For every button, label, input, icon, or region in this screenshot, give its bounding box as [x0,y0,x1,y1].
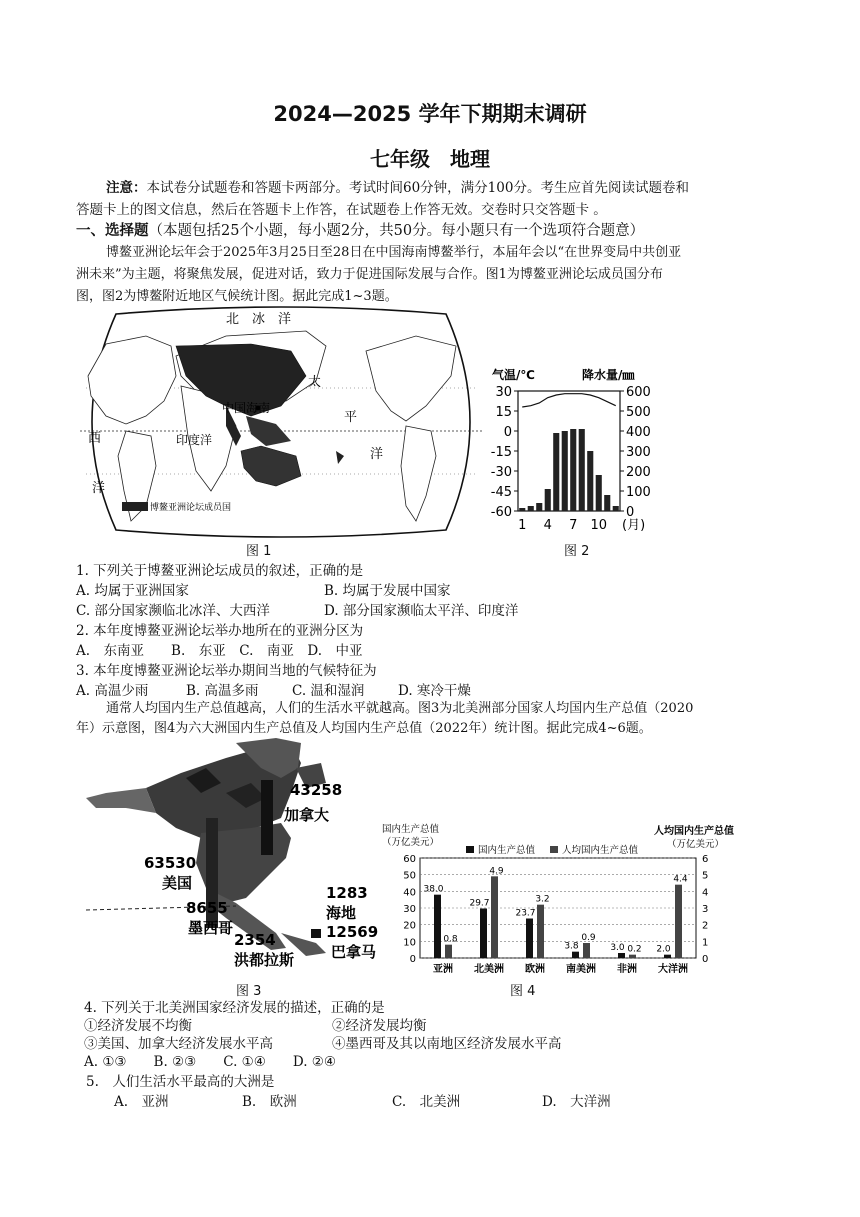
fig2-precip-tick: 0 [626,505,635,520]
fig3-label-canada: 加拿大 [284,806,330,824]
fig2-precip-tick: 100 [626,485,651,500]
q3-option-a: A. 高温少雨 [76,683,149,699]
fig2-temp-tick: -45 [490,485,512,500]
fig4-right-tick: 0 [702,954,709,965]
fig3-bar-panama [311,929,321,938]
map-label-pacific-2: 平 [344,410,358,425]
fig4-gdp-label: 23.7 [515,908,536,919]
fig2-precip-bar [596,475,602,511]
fig4-legend-pc-swatch [550,846,558,853]
fig3-label-mexico: 墨西哥 [188,919,234,937]
q2-options: A. 东南亚 B. 东亚 C. 南亚 D. 中亚 [76,643,363,659]
q4-statement-1: ①经济发展不均衡 [84,1018,192,1034]
fig4-gdp-bar [480,909,487,959]
q3-option-d: D. 寒冷干燥 [398,683,471,699]
fig3-bar-canada [261,780,273,855]
fig4-legend-gdp: 国内生产总值 [478,845,536,856]
fig4-right-axis-title-1: 人均国内生产总值 [654,826,734,837]
fig2-precip-bar [570,429,576,511]
q5-stem: 5. 人们生活水平最高的大洲是 [86,1074,275,1090]
fig3-value-panama: 12569 [326,923,379,941]
fig4-pc-bar [629,955,636,958]
fig2-precip-bar [562,431,568,511]
fig4-gdp-bar [572,952,579,958]
q5-option-c: C. 北美洲 [392,1094,461,1110]
map-label-hainan: 中国海南 [222,401,271,415]
fig2-precip-bar [613,506,619,511]
figure4-gdp-chart [382,820,772,976]
q4-stem: 4. 下列关于北美洲国家经济发展的描述，正确的是 [84,1000,385,1016]
fig3-label-panama: 巴拿马 [331,943,377,961]
fig2-temp-tick: 30 [495,385,512,400]
passage2-line1: 通常人均国内生产总值越高，人们的生活水平就越高。图3为北美洲部分国家人均国内生产总值（2020 [106,701,694,716]
fig4-left-tick: 60 [403,854,416,865]
passage1-line3: 图，图2为博鳌附近地区气候统计图。据此完成1~3题。 [76,289,398,304]
notice-line2: 答题卡上的图文信息，然后在答题卡上作答，在试题卷上作答无效。交卷时只交答题卡 。 [76,202,607,218]
fig2-precip-bar [587,451,593,511]
fig2-precip-tick: 500 [626,405,651,420]
fig4-category-label: 南美洲 [566,964,596,975]
fig4-legend-pc: 人均国内生产总值 [562,845,639,856]
q4-options: A. ①③ B. ②③ C. ①④ D. ②④ [84,1054,337,1070]
map-label-arctic: 北 冰 洋 [226,312,292,327]
q1-option-c: C. 部分国家濒临北冰洋、大西洋 [76,603,270,619]
figure1-world-map [76,306,486,538]
map-label-pacific-1: 太 [308,375,322,390]
fig4-right-axis-title-2: （万亿美元） [667,839,725,850]
fig4-left-tick: 20 [403,920,416,932]
fig3-label-haiti: 海地 [326,904,357,922]
fig2-temp-tick: 0 [503,425,512,440]
fig4-gdp-bar [526,919,533,959]
map-label-atlantic-1: 西 [88,431,102,446]
fig4-gdp-label: 3.8 [564,941,579,952]
map-label-pacific-3: 洋 [370,447,384,462]
fig2-precip-bar [536,503,542,511]
fig2-precip-tick: 600 [626,385,651,400]
passage1-line1: 博鳌亚洲论坛年会于2025年3月25日至28日在中国海南博鳌举行，本届年会以“在世界变局中共创亚 [106,245,682,260]
q5-option-d: D. 大洋洲 [542,1094,611,1110]
page-subtitle: 七年级 地理 [370,147,490,171]
fig2-precip-bar [579,429,585,511]
fig2-precip-tick: 300 [626,445,651,460]
figure2-climate-chart [490,362,660,537]
fig4-left-axis-title-2: （万亿美元） [382,837,440,848]
fig3-value-usa: 63530 [144,854,197,872]
fig2-precip-axis-title: 降水量/㎜ [582,368,635,382]
figure2-caption: 图 2 [564,544,590,559]
fig2-precip-bar [604,495,610,511]
fig4-pc-label: 0.9 [581,933,596,943]
q1-stem: 1. 下列关于博鳌亚洲论坛成员的叙述，正确的是 [76,563,364,579]
fig4-left-tick: 40 [403,887,416,899]
q1-option-d: D. 部分国家濒临太平洋、印度洋 [324,603,519,619]
fig4-pc-bar [491,876,498,958]
fig4-gdp-bar [434,895,441,958]
passage2-line2: 年）示意图，图4为六大洲国内生产总值及人均国内生产总值（2022年）统计图。据此完成4~6题。 [76,721,652,736]
fig2-precip-tick: 400 [626,425,651,440]
q2-stem: 2. 本年度博鳌亚洲论坛举办地所在的亚洲分区为 [76,623,364,639]
fig2-precip-bar [545,489,551,511]
section-heading: 一、选择题（本题包括25个小题，每小题2分，共50分。每小题只有一个选项符合题意） [76,223,645,239]
fig4-left-tick: 50 [403,870,416,882]
page-title: 2024—2025 学年下期期末调研 [273,102,587,126]
fig4-gdp-label: 29.7 [469,898,490,909]
fig4-right-tick: 6 [702,854,709,865]
map-label-atlantic-2: 洋 [92,481,106,496]
q4-statement-4: ④墨西哥及其以南地区经济发展水平高 [332,1036,562,1052]
fig2-month-tick: 1 [518,518,527,533]
figure3-caption: 图 3 [236,984,262,999]
q3-option-b: B. 高温多雨 [186,683,259,699]
fig4-gdp-label: 2.0 [656,944,671,955]
fig2-temperature-line [522,394,616,407]
figure4-caption: 图 4 [510,984,536,999]
fig2-temp-tick: 15 [495,405,512,420]
fig2-month-unit: (月) [622,518,646,533]
fig4-gdp-label: 38.0 [423,884,444,895]
map-legend-swatch [122,502,148,511]
fig4-pc-label: 4.4 [673,874,688,885]
fig4-right-tick: 2 [702,920,709,932]
map-legend-label: 博鳌亚洲论坛成员国 [150,503,232,513]
fig2-precip-bar [528,506,534,511]
fig3-value-haiti: 1283 [326,884,368,902]
fig2-month-tick: 4 [543,518,552,533]
fig3-value-honduras: 2354 [234,931,276,949]
fig3-label-honduras: 洪都拉斯 [234,951,295,969]
q5-option-a: A. 亚洲 [114,1094,169,1110]
fig4-category-label: 北美洲 [474,964,504,975]
fig2-precip-tick: 200 [626,465,651,480]
fig4-category-label: 非洲 [617,964,637,975]
q4-statement-2: ②经济发展均衡 [332,1018,427,1034]
fig4-pc-bar [537,905,544,958]
fig3-label-usa: 美国 [162,874,193,892]
fig3-value-mexico: 8655 [186,899,228,917]
fig4-left-tick: 30 [403,904,416,915]
fig4-left-tick: 10 [403,937,416,949]
q5-option-b: B. 欧洲 [242,1094,297,1110]
fig2-month-tick: 10 [590,518,608,533]
fig4-pc-bar [445,945,452,958]
fig4-gdp-bar [664,955,671,958]
fig2-temp-axis-title: 气温/℃ [492,368,535,382]
fig4-pc-bar [675,885,682,958]
fig4-pc-label: 3.2 [535,894,550,905]
q1-option-a: A. 均属于亚洲国家 [76,583,189,599]
fig4-left-tick: 0 [409,954,416,965]
fig4-pc-label: 0.2 [627,944,642,955]
map-label-indian: 印度洋 [176,433,213,447]
q1-option-b: B. 均属于发展中国家 [324,583,451,599]
fig4-category-label: 欧洲 [525,964,545,975]
figure3-north-america-map [86,738,396,978]
fig2-month-tick: 7 [569,518,578,533]
fig3-value-canada: 43258 [290,781,343,799]
figure1-caption: 图 1 [246,544,272,559]
fig4-pc-label: 0.8 [443,934,458,945]
fig2-temp-tick: -60 [490,505,512,520]
notice-line1: 注意：本试卷分试题卷和答题卡两部分。考试时间60分钟，满分100分。考生应首先阅读试题卷和 [106,180,689,196]
passage1-line2: 洲未来”为主题，将聚焦发展，促进对话，致力于促进国际发展与合作。图1为博鳌亚洲论坛成员国分布 [76,267,663,282]
q3-stem: 3. 本年度博鳌亚洲论坛举办期间当地的气候特征为 [76,663,377,679]
fig2-temp-tick: -30 [490,465,512,480]
fig4-category-label: 大洋洲 [658,964,688,975]
fig4-right-tick: 4 [702,887,709,899]
fig4-category-label: 亚洲 [433,964,453,975]
fig4-right-tick: 5 [702,870,709,882]
fig4-pc-label: 4.9 [489,866,504,877]
fig4-legend-gdp-swatch [466,846,474,853]
fig4-gdp-bar [618,953,625,958]
fig4-left-axis-title-1: 国内生产总值 [382,824,440,835]
fig2-temp-tick: -15 [490,445,512,460]
fig2-precip-bar [553,433,559,511]
q3-option-c: C. 温和湿润 [292,683,365,699]
fig4-right-tick: 1 [702,937,709,949]
fig4-right-tick: 3 [702,904,709,915]
q4-statement-3: ③美国、加拿大经济发展水平高 [84,1036,273,1052]
fig4-pc-bar [583,943,590,958]
fig2-precip-bar [519,508,525,511]
fig4-gdp-label: 3.0 [610,943,625,953]
